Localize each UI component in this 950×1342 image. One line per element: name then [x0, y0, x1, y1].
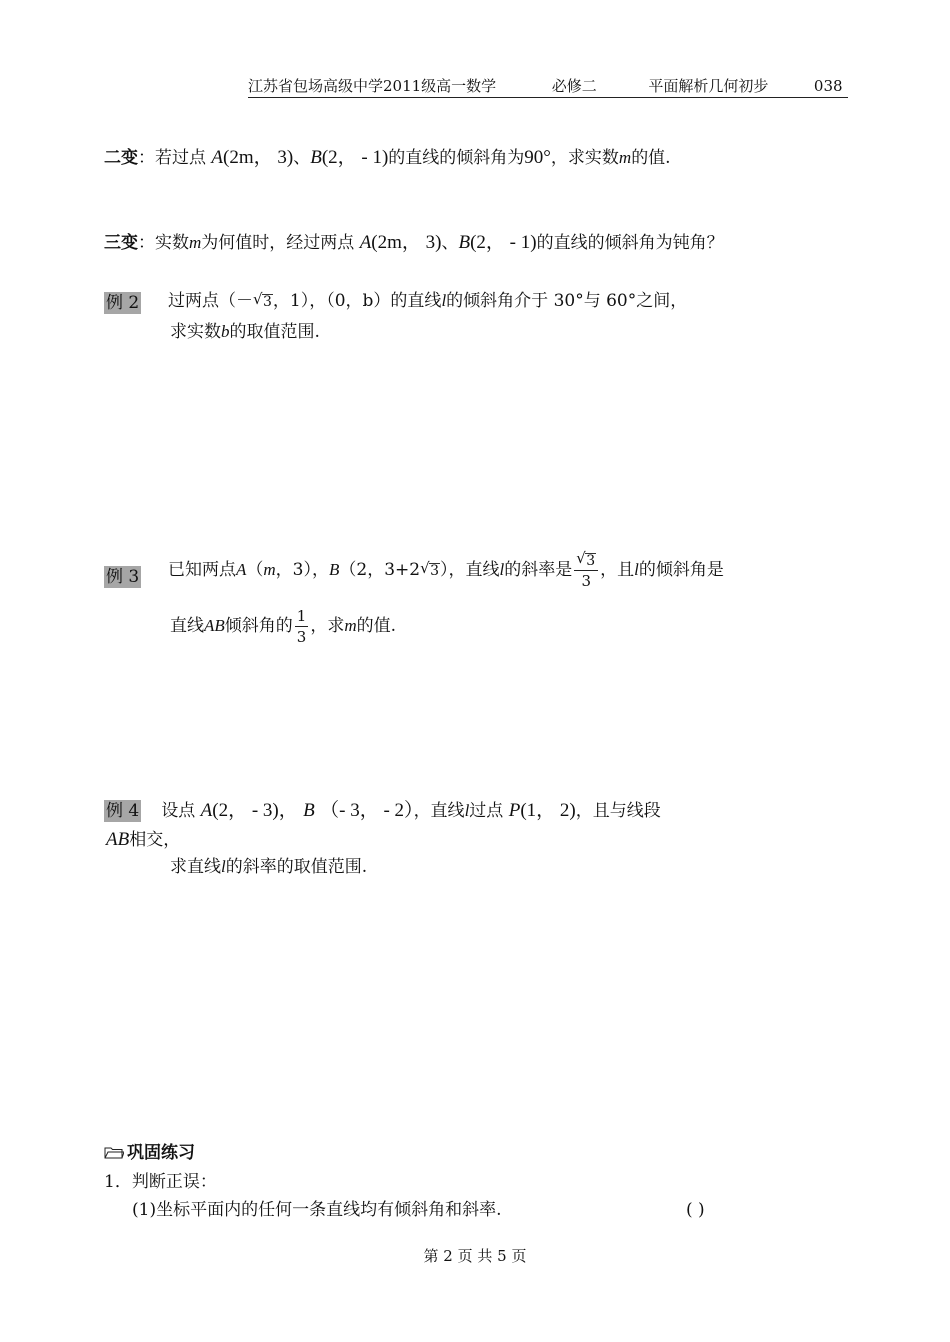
example-2-line2: 求实数b的取值范围. [170, 322, 320, 342]
example-2-tag-row [104, 292, 141, 314]
one-third-fraction: $\frac{1}{3}$ [296, 607, 307, 646]
example-3-line1: 已知两点A（m，3），B（2，3+2 √ 3），直线l的斜率是 √ 3 3 ，且l的倾斜角是 [168, 546, 724, 594]
answer-parentheses: ( ) [686, 1200, 705, 1220]
practice-title: 巩固练习 [104, 1142, 195, 1164]
variant-two-tag: 二变 [104, 148, 138, 168]
sqrt-symbol: √ 3 [420, 559, 440, 579]
header-code: 038 [813, 77, 843, 95]
example-4-line1: 例 4 设点 A(2， - 3)， B （- 3， - 2），直线l过点 P(1， 2)，且与线段 [106, 800, 661, 821]
page-footer: 第 2 页 共 5 页 [423, 1247, 527, 1265]
variant-three-tag: 三变 [104, 233, 138, 253]
example-3-tag-row [104, 566, 141, 588]
header-school: 江苏省包场高级中学2011级高一数学 [248, 77, 497, 95]
practice-q1: 1．判断正误： [104, 1172, 217, 1192]
example-2-line1: 过两点（－ √ 3，1），（0，b）的直线l的倾斜角介于 30°与 60°之间， [168, 290, 688, 311]
example-4-line1-cont: AB相交， [106, 829, 181, 850]
example-4-tag: 例 4 [106, 801, 140, 821]
example-4-line2: 求直线l的斜率的取值范围. [170, 857, 368, 877]
practice-q1-1: (1)坐标平面内的任何一条直线均有倾斜角和斜率. [132, 1200, 502, 1220]
header-chapter: 平面解析几何初步 [648, 77, 769, 95]
sqrt-symbol: √ 3 [253, 290, 272, 310]
variant-two: 二变：若过点 A(2m， 3)、B(2， - 1)的直线的倾斜角为90°，求实数m的值. [104, 147, 671, 168]
example-3-line2: 直线AB倾斜角的 $\frac{1}{3}$ ，求m的值. [170, 607, 397, 646]
variant-three: 三变：实数m为何值时，经过两点 A(2m， 3)、B(2， - 1)的直线的倾斜角为钝角？ [104, 232, 724, 253]
slope-fraction: √ 3 3 [574, 550, 598, 591]
example-3-tag: 例 3 [106, 567, 140, 587]
example-2-tag: 例 2 [106, 293, 140, 313]
folder-icon [104, 1146, 124, 1159]
page-header [248, 76, 848, 98]
header-book: 必修二 [551, 77, 597, 95]
